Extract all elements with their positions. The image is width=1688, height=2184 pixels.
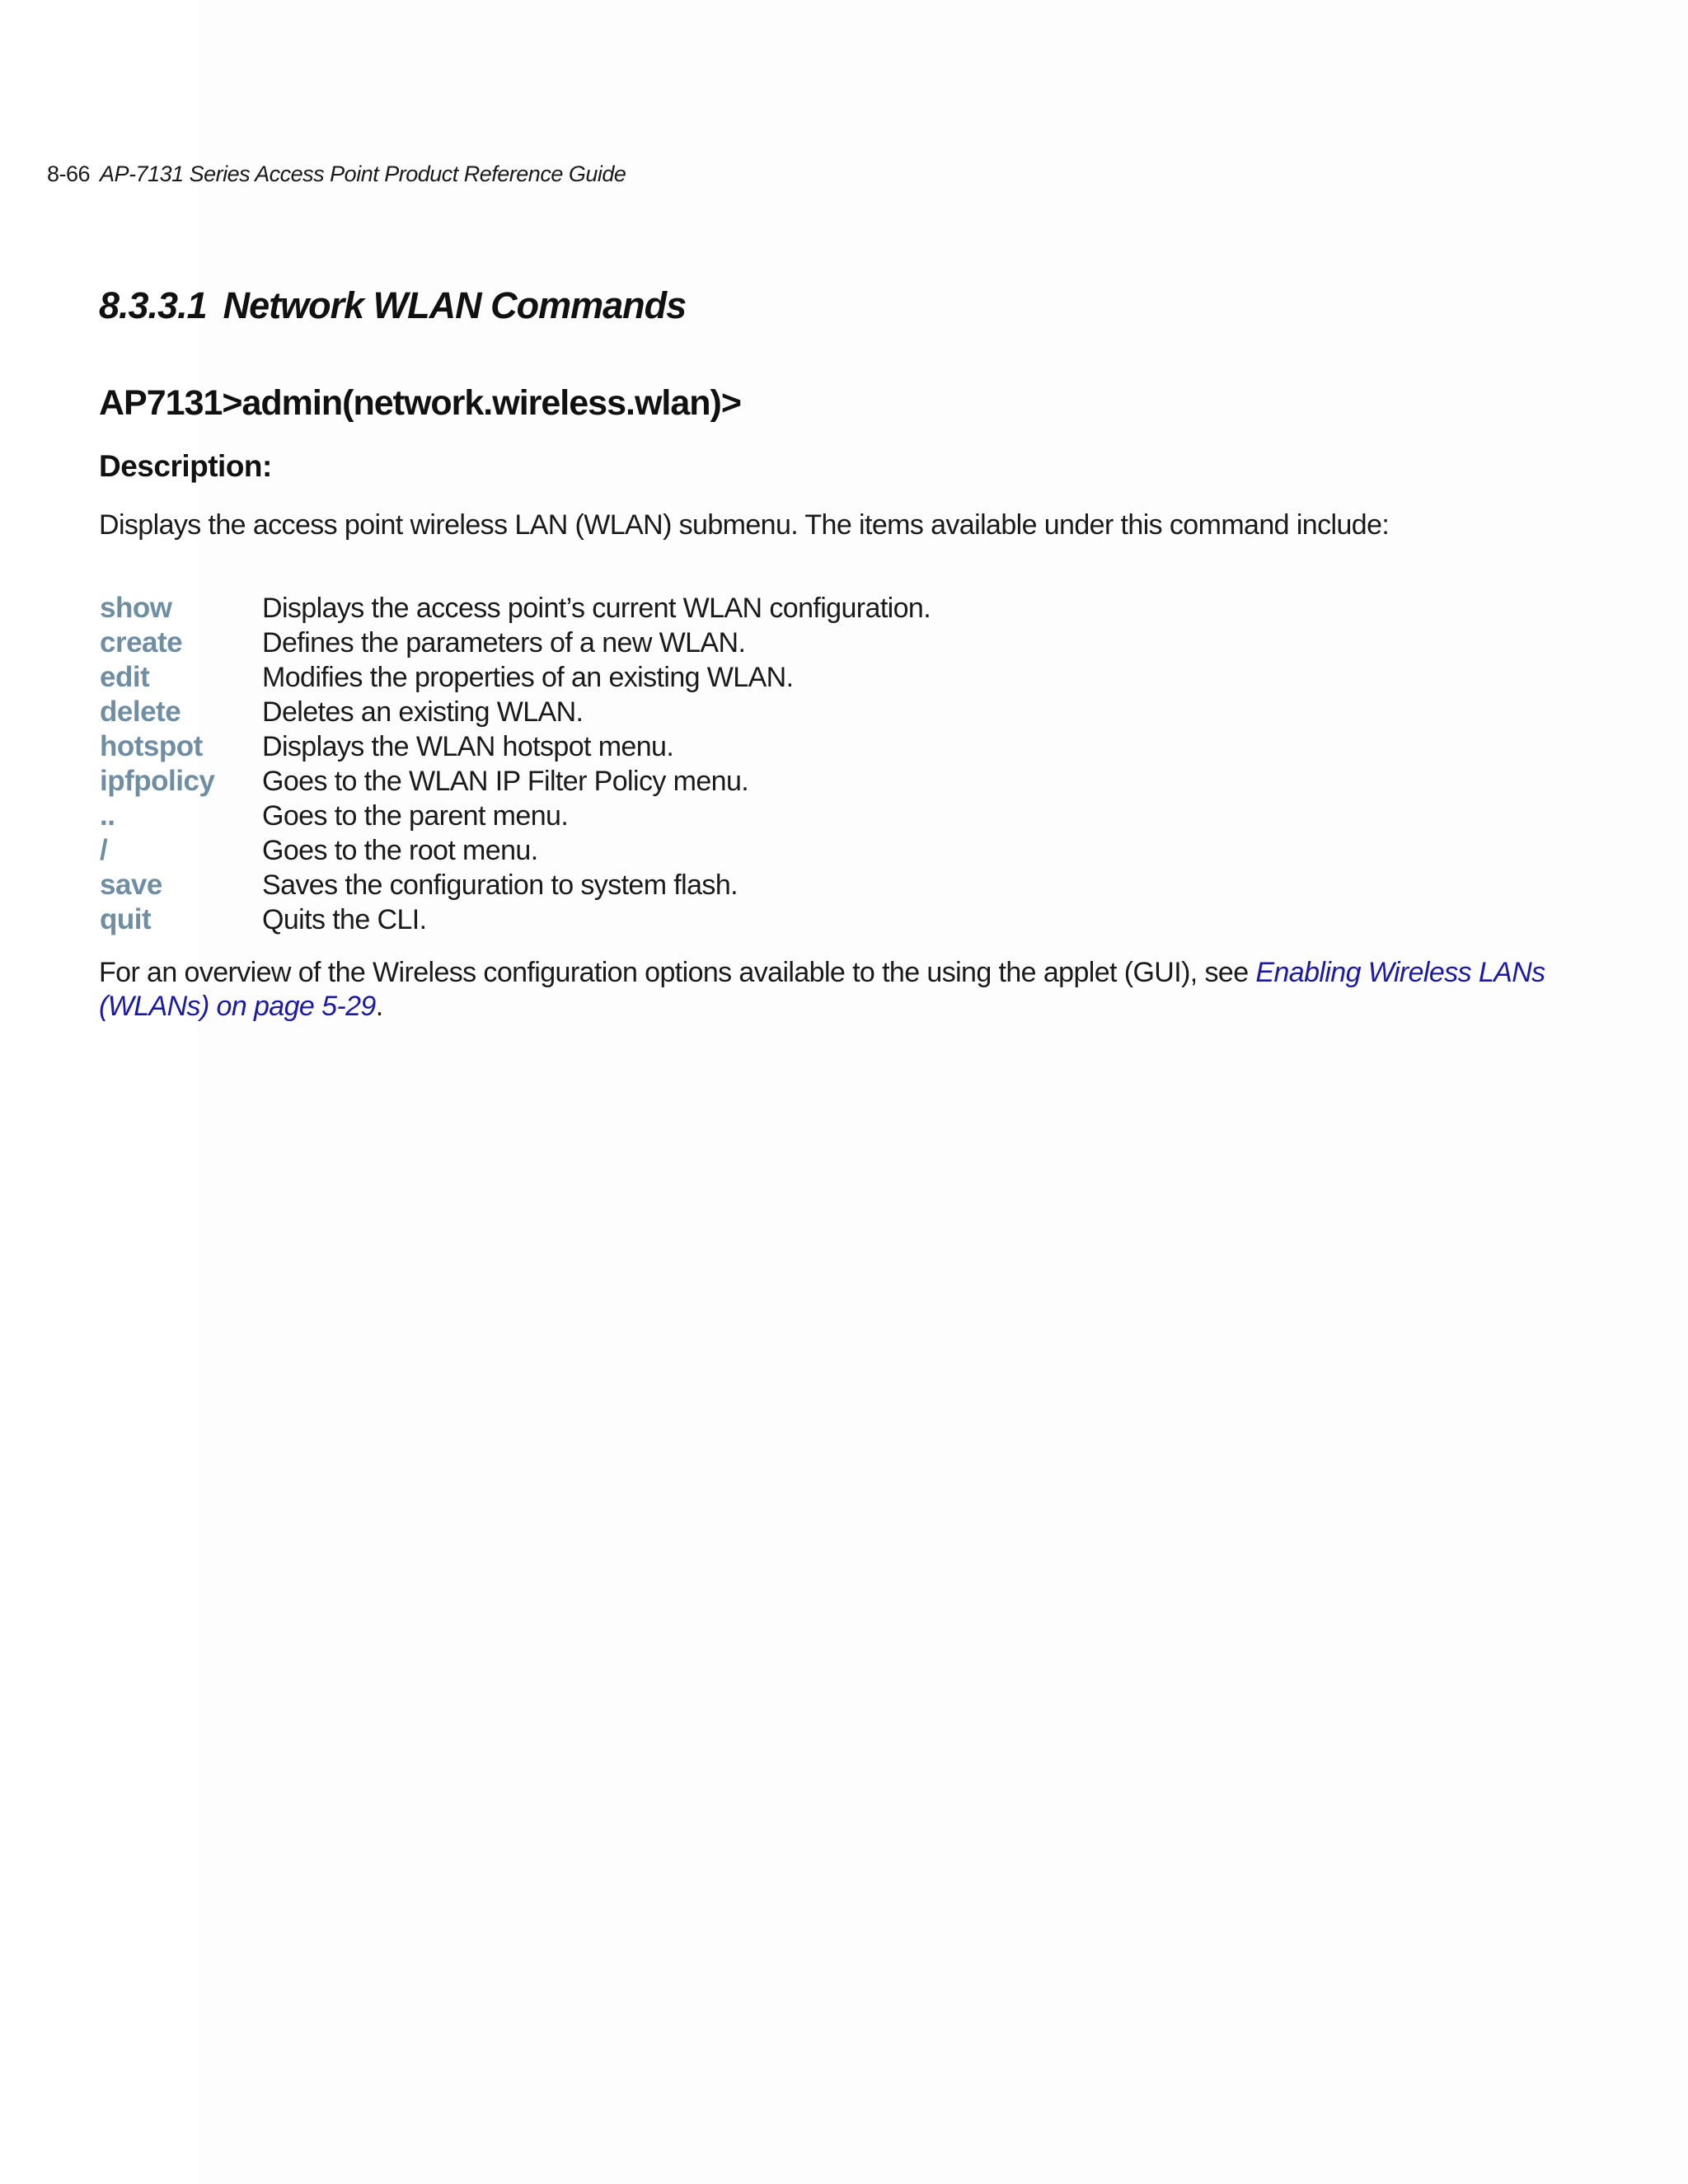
command-name: .. [100, 799, 115, 832]
section-title-text: Network WLAN Commands [223, 284, 687, 326]
command-description: Goes to the root menu. [262, 835, 538, 866]
cross-reference-link[interactable]: Enabling Wireless LANs (WLANs) on page 5-29 [99, 957, 1545, 1022]
command-description: Saves the configuration to system flash. [262, 869, 738, 901]
command-row-ipfpolicy [100, 765, 1501, 799]
overview-text-end: . [375, 991, 383, 1022]
command-name: quit [100, 903, 152, 935]
command-name: show [100, 592, 172, 624]
command-row-save [100, 869, 1501, 903]
command-list [100, 592, 1501, 938]
command-description: Goes to the WLAN IP Filter Policy menu. [262, 766, 749, 797]
description-heading: Description: [99, 449, 272, 483]
command-name: delete [100, 696, 181, 728]
section-number: 8.3.3.1 [99, 284, 207, 326]
command-description: Displays the access point’s current WLAN configuration. [262, 593, 931, 624]
command-prompt-heading: AP7131>admin(network.wireless.wlan)> [99, 383, 741, 423]
command-description: Deletes an existing WLAN. [262, 696, 584, 728]
section-title [99, 284, 686, 327]
command-row-hotspot [100, 730, 1501, 765]
command-name: / [100, 834, 108, 866]
command-name: hotspot [100, 730, 203, 762]
intro-paragraph: Displays the access point wireless LAN (WLAN) submenu. The items available under this command include: [99, 509, 1390, 541]
command-description: Quits the CLI. [262, 904, 427, 935]
guide-title: AP-7131 Series Access Point Product Reference Guide [100, 162, 626, 186]
command-name: edit [100, 661, 150, 693]
command-row-root [100, 834, 1501, 869]
command-name: save [100, 869, 162, 901]
command-description: Defines the parameters of a new WLAN. [262, 627, 746, 658]
command-row-create [100, 626, 1501, 661]
command-name: create [100, 626, 183, 658]
command-row-show [100, 592, 1501, 626]
command-row-quit [100, 903, 1501, 938]
command-name: ipfpolicy [100, 765, 215, 797]
command-description: Modifies the properties of an existing WLAN. [262, 662, 794, 693]
command-row-parent [100, 799, 1501, 834]
page-number: 8-66 [47, 162, 91, 186]
running-header [47, 162, 626, 187]
command-description: Goes to the parent menu. [262, 800, 569, 832]
overview-paragraph [99, 956, 1550, 1024]
command-description: Displays the WLAN hotspot menu. [262, 731, 674, 762]
command-row-edit [100, 661, 1501, 696]
overview-text: For an overview of the Wireless configuration options available to the using the applet (GUI), see [99, 957, 1256, 988]
command-row-delete [100, 696, 1501, 730]
